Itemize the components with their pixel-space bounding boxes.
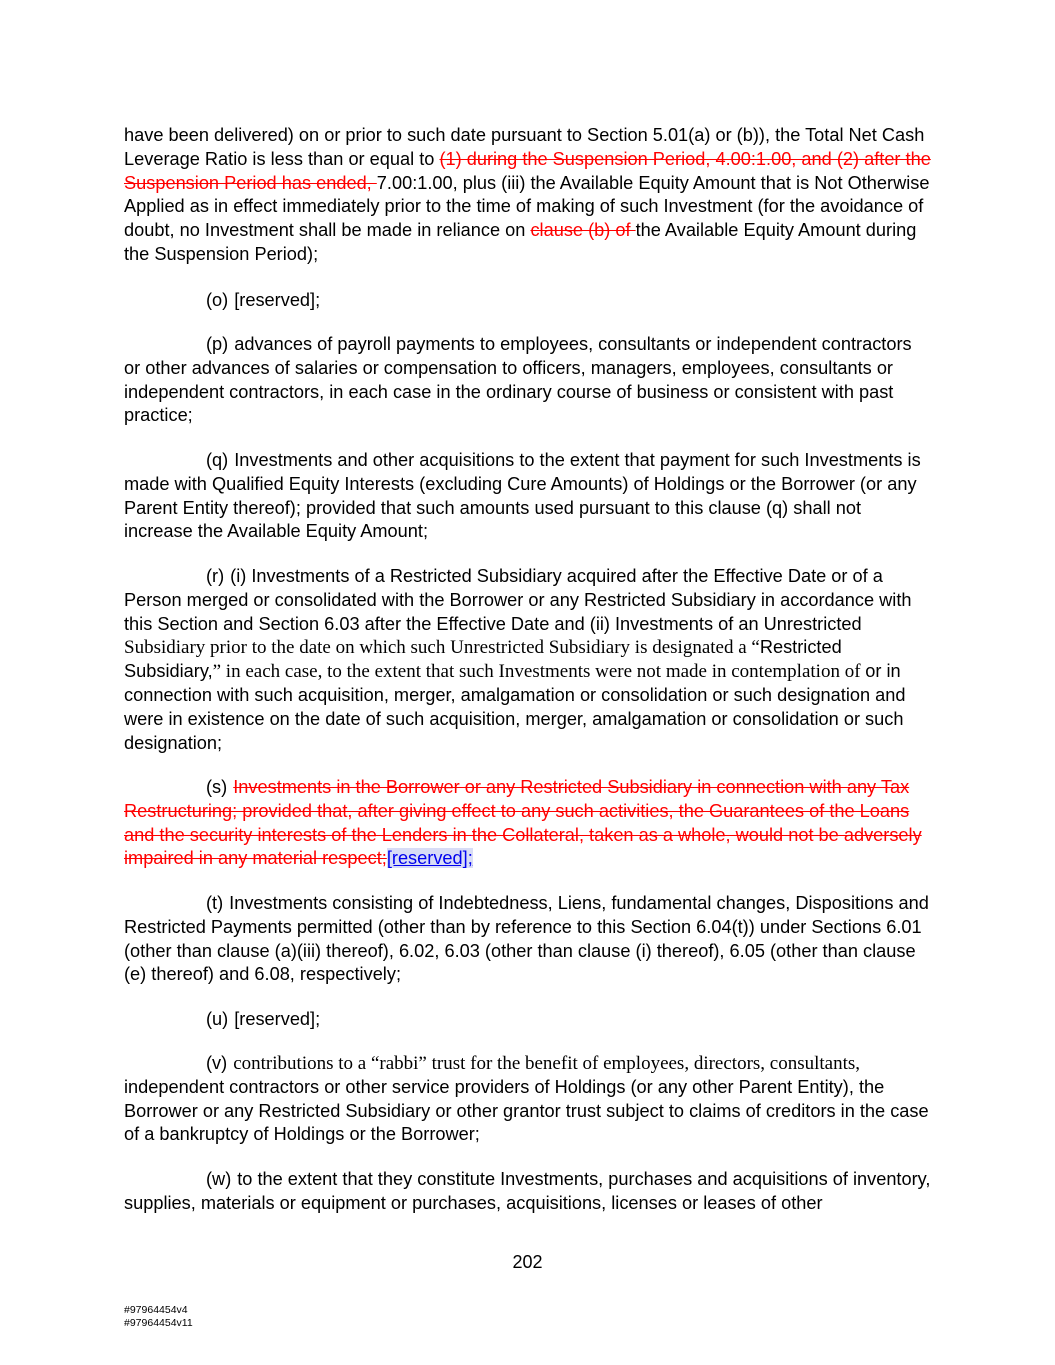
document-id: #97964454v4 [124,1304,188,1316]
paragraph-r [124,565,932,755]
paragraph-q [124,449,932,544]
paragraph-w [124,1168,932,1216]
clause-label: (r) [206,566,225,586]
paragraph-intro [124,124,932,267]
clause-label: (w) [206,1169,232,1189]
text-run: 7.00:1.00, plus (iii) the Available Equity Amount that is Not Otherwise Applied as in effect immediately prior to the time of making of such Investment (for the avoidance of doubt, no Investment shall be made in reliance on [124,172,930,241]
text-run: have been delivered) on or prior to such date pursuant to Section 5.01(a) or (b)), the Total Net Cash Leverage Ratio is less than or equal to [124,125,925,169]
text-run: contributions to a “rabbi” trust for the benefit of employees, directors, consultants, [233,1053,861,1074]
clause-label: (s) [206,777,228,797]
text-run: Subsidiary prior to the date on which such Unrestricted Subsidiary is designated a “ [124,637,760,659]
text-run: (i) Investments of a Restricted Subsidiary acquired after the Effective Date or of a Person merged or consolidated with the Borrower or any Restricted Subsidiary in accordance with this Section and Section 6.03 after the Effective Date and (ii) Investments of an Unrestricted [124,566,912,634]
paragraph-p [124,333,932,428]
text-run: the Available Equity Amount during the Suspension Period); [124,220,917,264]
paragraph-u [124,1008,932,1032]
clause-label: (q) [206,450,229,470]
document-id: #97964454v11 [124,1317,193,1329]
clause-label: (t) [206,893,224,913]
text-run: or in connection with such acquisition, merger, amalgamation or consolidation or such designation and were in existence on the date of such acquisition, merger, amalgamation or consolidation or such designation; [124,661,906,753]
inserted-text: [reserved]; [386,848,473,869]
clause-text: [reserved]; [234,290,321,310]
deleted-text: clause (b) of [530,220,636,241]
deleted-text: (1) during the Suspension Period, 4.00:1.00, and (2) after the Suspension Period has ended, [124,148,931,193]
text-run: independent contractors or other service providers of Holdings (or any other Parent Entity), the Borrower or any Restricted Subsidiary or other grantor trust subject to claims of creditors in the case of a bankruptcy of Holdings or the Borrower; [124,1076,929,1145]
clause-label: (o) [206,290,229,310]
text-run: Restricted Subsidiary, [124,637,842,682]
clause-text: to the extent that they constitute Investments, purchases and acquisitions of inventory, supplies, materials or equipment or purchases, acquisitions, licenses or leases of other [124,1169,931,1213]
text-run: ” in each case, to the extent that such Investments were not made in contemplation of [212,661,866,683]
clause-label: (u) [206,1009,229,1029]
clause-text: [reserved]; [234,1009,321,1029]
deleted-text: Investments in the Borrower or any Restricted Subsidiary in connection with any Tax Restructuring; provided that, after giving effect to any such activities, the Guarantees of the Loans and the security interests of the Lenders in the Collateral, taken as a whole, would not be adversely impaired in any material respect; [124,777,922,869]
clause-text: Investments consisting of Indebtedness, Liens, fundamental changes, Dispositions and Restricted Payments permitted (other than by reference to this Section 6.04(t)) under Sections 6.01 (other than clause (a)(iii) thereof), 6.02, 6.03 (other than clause (i) thereof), 6.05 (other than clause (e) thereof) and 6.08, respectively; [124,893,929,985]
page-number: 202 [512,1252,543,1272]
clause-text: Investments and other acquisitions to the extent that payment for such Investments is made with Qualified Equity Interests (excluding Cure Amounts) of Holdings or the Borrower (or any Parent Entity thereof); provided that such amounts used pursuant to this clause (q) shall not increase the Available Equity Amount; [124,450,921,542]
paragraph-v [124,1052,932,1147]
clause-text: advances of payroll payments to employees, consultants or independent contractors or other advances of salaries or compensation to officers, managers, employees, consultants or independent contractors, in each case in the ordinary course of business or consistent with past practice; [124,334,912,426]
clause-label: (v) [206,1053,228,1073]
paragraph-s [124,776,932,871]
clause-label: (p) [206,334,229,354]
paragraph-t [124,892,932,987]
paragraph-o [124,289,932,313]
